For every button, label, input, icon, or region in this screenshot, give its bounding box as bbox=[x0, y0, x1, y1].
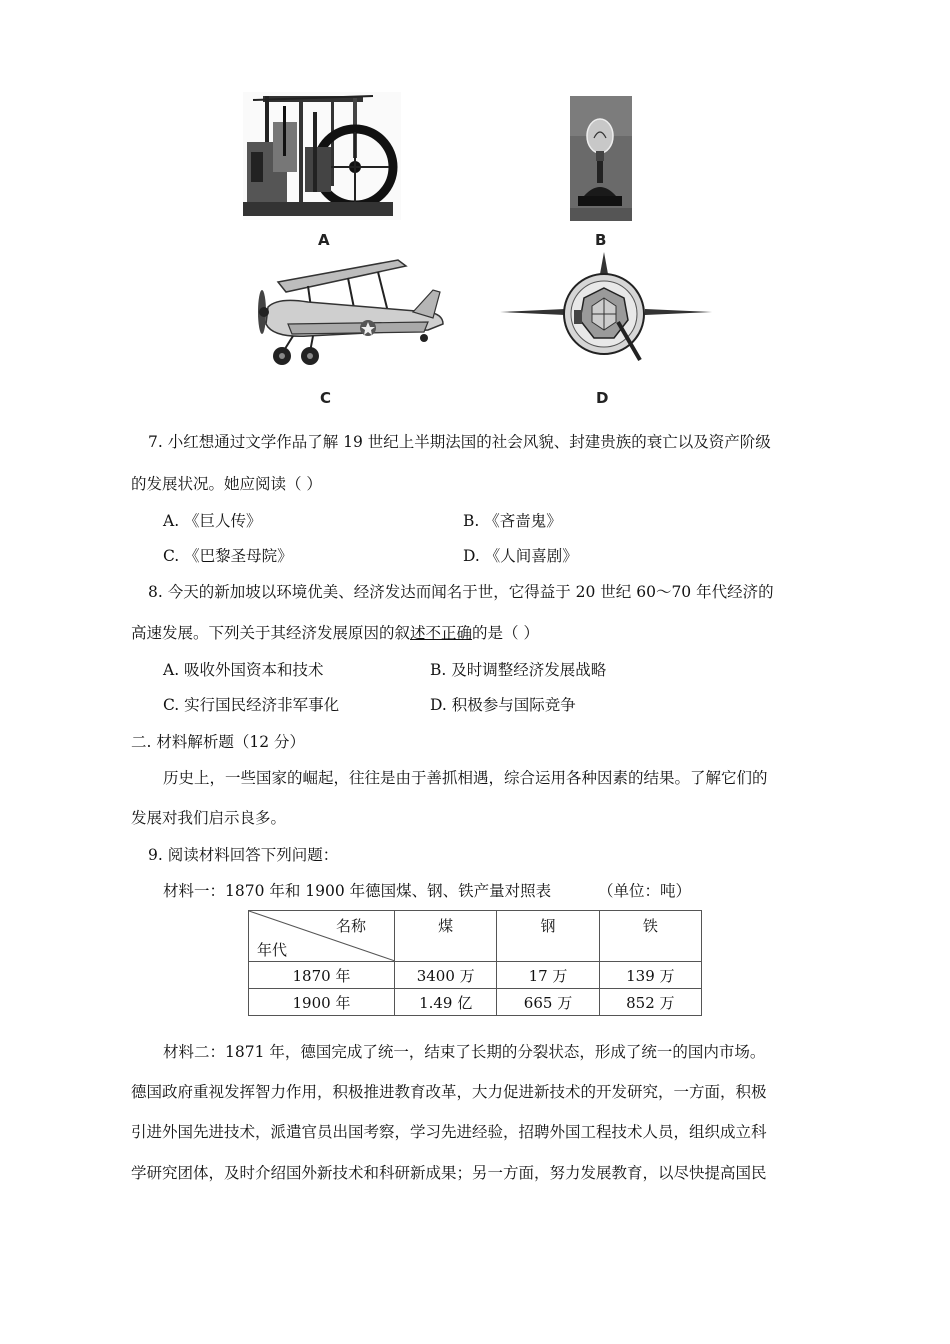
figure-b-image bbox=[570, 96, 632, 221]
q8-line2-underline: 述不正确 bbox=[410, 624, 473, 642]
figure-c-image bbox=[238, 252, 448, 372]
production-table bbox=[248, 910, 702, 1016]
q8-line2 bbox=[131, 621, 539, 643]
table-header-year: 年代 bbox=[257, 941, 288, 959]
table-cell: 665 万 bbox=[497, 989, 599, 1016]
table-cell: 852 万 bbox=[599, 989, 701, 1016]
table-row bbox=[249, 962, 702, 989]
q7-option-c: C. 《巴黎圣母院》 bbox=[163, 547, 293, 565]
table-cell: 1.49 亿 bbox=[394, 989, 496, 1016]
q9-material2-line2: 德国政府重视发挥智力作用，积极推进教育改革，大力促进新技术的开发研究，一方面，积极 bbox=[131, 1083, 767, 1101]
section2-intro-line1: 历史上，一些国家的崛起，往往是由于善抓相遇，综合运用各种因素的结果。了解它们的 bbox=[163, 769, 768, 787]
q8-line2-pre: 高速发展。下列关于其经济发展原因的叙 bbox=[131, 624, 411, 642]
figure-a-image bbox=[243, 92, 401, 220]
q7-option-b: B. 《吝啬鬼》 bbox=[463, 512, 562, 530]
table-diagonal-header bbox=[249, 911, 395, 962]
q9-material1-title: 材料一：1870 年和 1900 年德国煤、钢、铁产量对照表 bbox=[163, 882, 552, 900]
figure-c-label: C bbox=[320, 389, 332, 407]
table-header-row bbox=[249, 911, 702, 962]
figure-a-label: A bbox=[318, 231, 330, 249]
q9-material2-line3: 引进外国先进技术，派遣官员出国考察，学习先进经验，招聘外国工程技术人员，组织成立科 bbox=[131, 1123, 767, 1141]
section2-intro-line2: 发展对我们启示良多。 bbox=[131, 809, 287, 827]
figure-d-label: D bbox=[596, 389, 609, 407]
q9-material2-line1: 材料二：1871 年，德国完成了统一，结束了长期的分裂状态，形成了统一的国内市场。 bbox=[163, 1043, 766, 1061]
q7-option-d: D. 《人间喜剧》 bbox=[463, 547, 578, 565]
table-cell: 3400 万 bbox=[394, 962, 496, 989]
q8-option-a: A. 吸收外国资本和技术 bbox=[163, 661, 324, 679]
q7-option-a: A. 《巨人传》 bbox=[163, 512, 262, 530]
table-cell-year: 1870 年 bbox=[249, 962, 395, 989]
q7-line1: 7. 小红想通过文学作品了解 19 世纪上半期法国的社会风貌、封建贵族的衰亡以及资产阶级 bbox=[148, 433, 771, 451]
table-cell: 139 万 bbox=[599, 962, 701, 989]
q9-stem: 9. 阅读材料回答下列问题： bbox=[148, 846, 339, 864]
steam-engine-icon bbox=[243, 92, 401, 220]
q8-line2-post: 的是（ ） bbox=[472, 624, 539, 642]
q8-option-c: C. 实行国民经济非军事化 bbox=[163, 696, 340, 714]
table-header-name: 名称 bbox=[335, 917, 366, 935]
q7-line2: 的发展状况。她应阅读（ ） bbox=[131, 475, 322, 493]
table-col-iron: 铁 bbox=[599, 911, 701, 962]
table-row bbox=[249, 989, 702, 1016]
section2-heading: 二. 材料解析题（12 分） bbox=[131, 733, 306, 751]
light-bulb-icon bbox=[570, 96, 632, 221]
space-probe-icon bbox=[500, 252, 712, 372]
q9-material2-line4: 学研究团体，及时介绍国外新技术和科研新成果；另一方面，努力发展教育，以尽快提高国民 bbox=[131, 1164, 767, 1182]
q8-option-b: B. 及时调整经济发展战略 bbox=[430, 661, 607, 679]
table-cell: 17 万 bbox=[497, 962, 599, 989]
biplane-icon bbox=[238, 252, 448, 372]
table-col-steel: 钢 bbox=[497, 911, 599, 962]
q8-line1: 8. 今天的新加坡以环境优美、经济发达而闻名于世，它得益于 20 世纪 60～70 年代经济的 bbox=[148, 583, 774, 601]
q8-option-d: D. 积极参与国际竞争 bbox=[430, 696, 576, 714]
table-col-coal: 煤 bbox=[394, 911, 496, 962]
q9-material1-unit: （单位：吨） bbox=[598, 882, 692, 900]
table-cell-year: 1900 年 bbox=[249, 989, 395, 1016]
figure-b-label: B bbox=[595, 231, 607, 249]
figure-d-image bbox=[500, 252, 712, 372]
